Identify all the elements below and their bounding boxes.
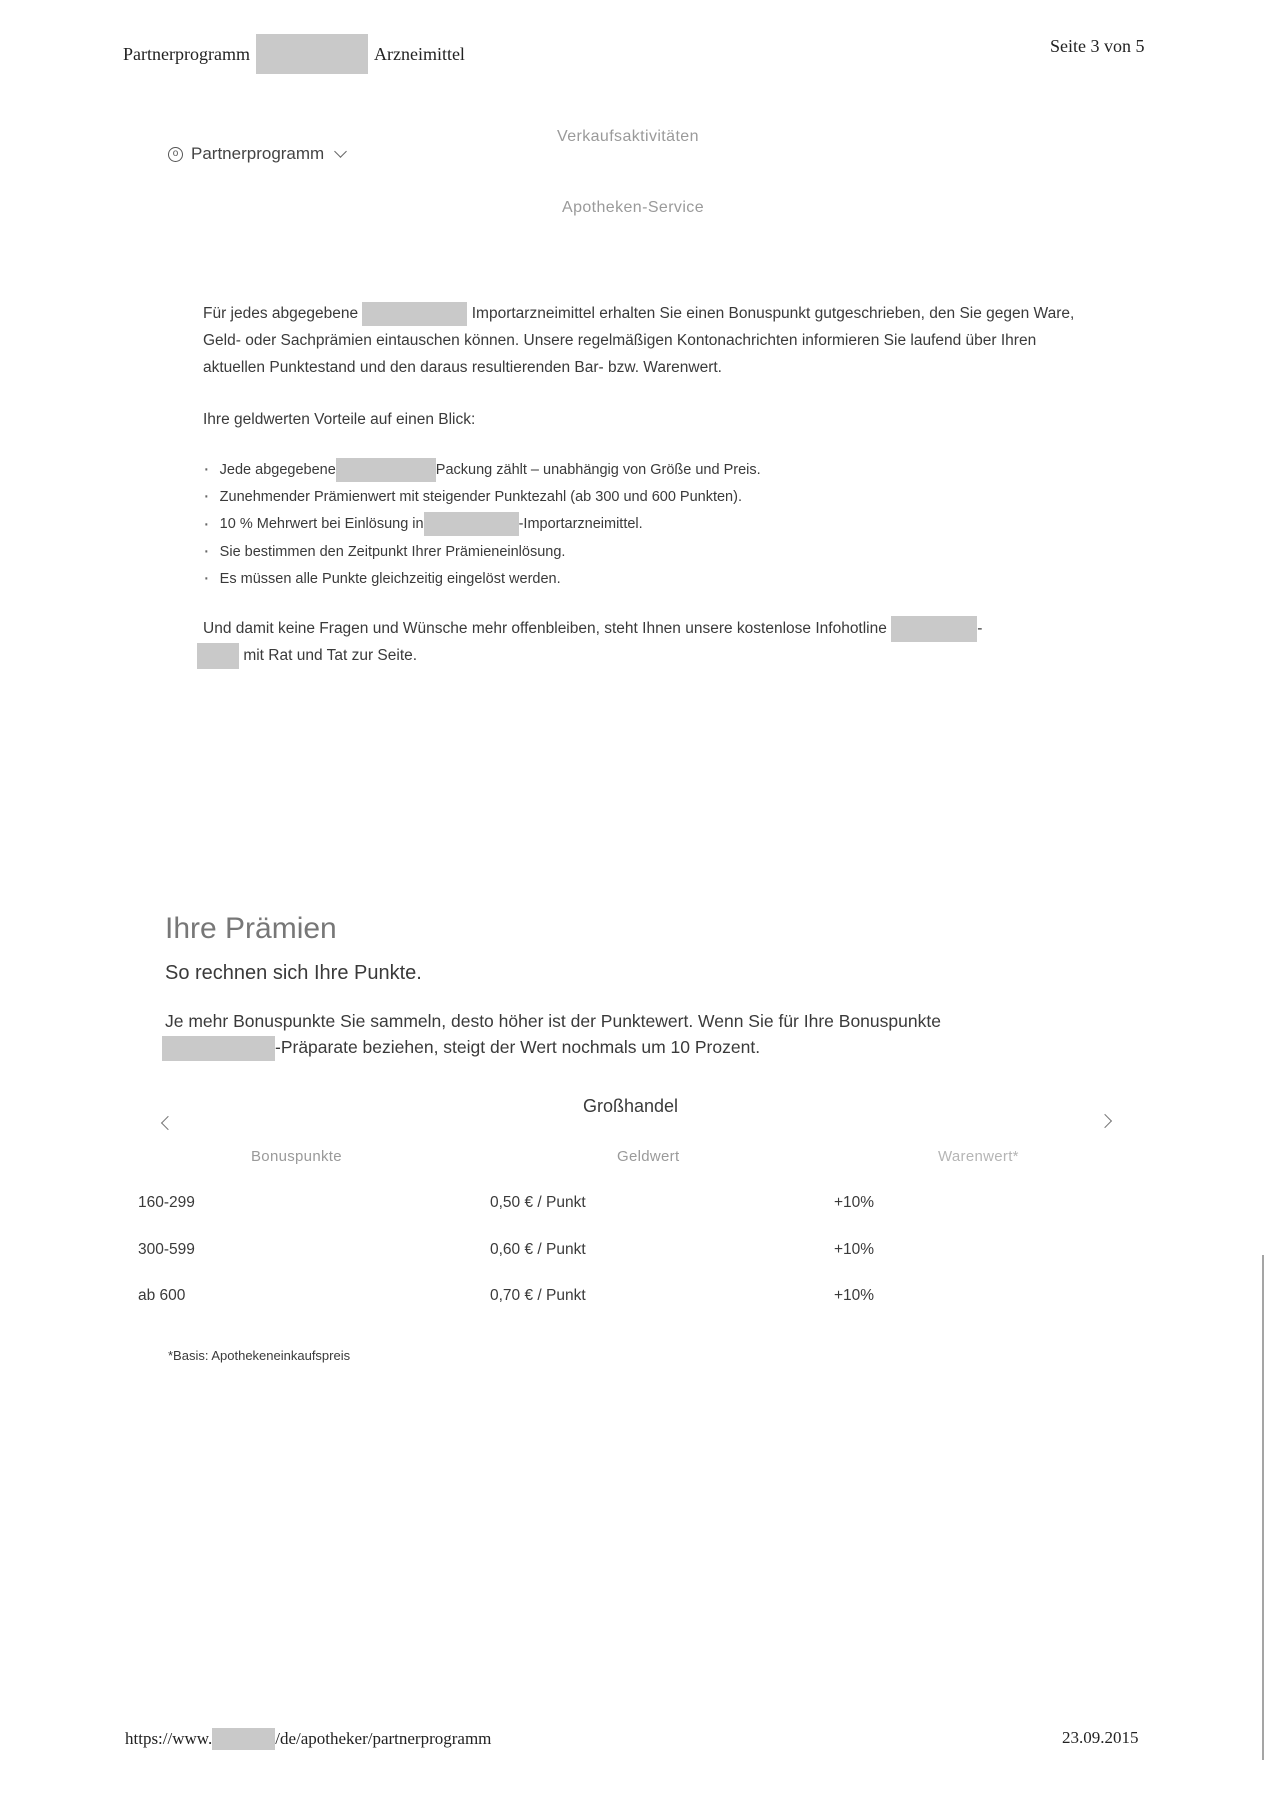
redacted-domain-block bbox=[212, 1728, 275, 1750]
redacted-brand-block bbox=[362, 302, 467, 326]
advantages-heading: Ihre geldwerten Vorteile auf einen Blick: bbox=[203, 411, 476, 428]
praemien-text-rest: -Präparate beziehen, steigt der Wert nochmals um 10 Prozent. bbox=[275, 1037, 761, 1057]
table-cell-geldwert: 0,50 € / Punkt bbox=[490, 1194, 586, 1211]
closing-paragraph bbox=[203, 615, 1083, 669]
list-item bbox=[203, 483, 761, 510]
chevron-down-icon bbox=[334, 145, 347, 158]
advantages-list bbox=[203, 456, 761, 592]
scan-edge-line bbox=[1262, 1255, 1264, 1760]
list-item bbox=[203, 456, 761, 483]
list-item-text: · Es müssen alle Punkte gleichzeitig eingelöst werden. bbox=[219, 570, 561, 587]
table-cell-geldwert: 0,70 € / Punkt bbox=[490, 1287, 586, 1304]
redacted-brand-block bbox=[162, 1036, 275, 1061]
list-item-text: · Sie bestimmen den Zeitpunkt Ihrer Prämieneinlösung. bbox=[219, 543, 566, 560]
intro-text-start: Für jedes abgegebene bbox=[203, 305, 359, 322]
table-cell-warenwert: +10% bbox=[834, 1241, 875, 1258]
chevron-left-icon[interactable] bbox=[161, 1116, 175, 1130]
table-row bbox=[0, 1194, 1284, 1224]
table-cell-bonuspunkte: ab 600 bbox=[138, 1287, 186, 1304]
list-item-text: · Jede abgegebene bbox=[219, 461, 336, 478]
list-item-text: · Zunehmender Prämienwert mit steigender Punktezahl (ab 300 und 600 Punkten). bbox=[219, 488, 742, 505]
list-item-text: Packung zählt – unabhängig von Größe und Preis. bbox=[435, 461, 761, 478]
tab-grosshandel[interactable]: Großhandel bbox=[583, 1096, 679, 1116]
header-title-left: Partnerprogramm bbox=[123, 43, 250, 64]
print-header-title bbox=[123, 34, 465, 74]
nav-link-apotheken-service[interactable]: Apotheken-Service bbox=[562, 199, 704, 216]
table-row bbox=[0, 1241, 1284, 1271]
praemien-subtitle: So rechnen sich Ihre Punkte. bbox=[165, 962, 422, 984]
redacted-brand-block bbox=[256, 34, 368, 74]
redacted-phone-block bbox=[891, 616, 977, 642]
list-item-text: · 10 % Mehrwert bei Einlösung in bbox=[219, 516, 424, 533]
partnerprogramm-menu[interactable] bbox=[168, 144, 345, 164]
praemien-title: Ihre Prämien bbox=[165, 912, 337, 945]
intro-paragraph bbox=[203, 300, 1083, 381]
table-cell-warenwert: +10% bbox=[834, 1287, 875, 1304]
table-cell-warenwert: +10% bbox=[834, 1194, 875, 1211]
list-item bbox=[203, 511, 761, 538]
nav-link-verkaufsaktivitaeten[interactable]: Verkaufsaktivitäten bbox=[557, 128, 699, 145]
redacted-phone-block bbox=[197, 643, 239, 669]
print-footer-url bbox=[125, 1728, 491, 1750]
intro-text-rest: Importarzneimittel erhalten Sie einen Bonuspunkt gutgeschrieben, den Sie gegen Ware, Geld- oder Sachprämien eintauschen können. Unsere regelmäßigen Kontonachrichten informieren Sie laufend über Ihren aktuellen Punktestand und den daraus resultierenden Bar- bzw. Warenwert. bbox=[203, 305, 1075, 376]
table-cell-bonuspunkte: 300-599 bbox=[138, 1241, 195, 1258]
redacted-brand-block bbox=[336, 458, 436, 482]
circle-logo-icon: o bbox=[168, 147, 183, 162]
closing-dash: - bbox=[977, 620, 983, 637]
praemien-paragraph bbox=[165, 1008, 1065, 1061]
list-item bbox=[203, 565, 761, 592]
table-row bbox=[0, 1287, 1284, 1317]
column-header-warenwert: Warenwert* bbox=[938, 1148, 1019, 1165]
print-date: 23.09.2015 bbox=[1062, 1728, 1139, 1747]
header-title-right: Arzneimittel bbox=[373, 43, 465, 64]
closing-text: Und damit keine Fragen und Wünsche mehr offenbleiben, steht Ihnen unsere kostenlose Infohotline bbox=[203, 620, 887, 637]
partnerprogramm-menu-label: Partnerprogramm bbox=[191, 144, 325, 163]
url-prefix: https://www. bbox=[125, 1729, 213, 1748]
redacted-brand-block bbox=[424, 512, 519, 536]
column-header-bonuspunkte: Bonuspunkte bbox=[251, 1148, 342, 1165]
url-suffix: /de/apotheker/partnerprogramm bbox=[275, 1729, 492, 1748]
page-number: Seite 3 von 5 bbox=[1050, 36, 1145, 56]
column-header-geldwert: Geldwert bbox=[617, 1148, 680, 1165]
chevron-right-icon[interactable] bbox=[1098, 1114, 1112, 1128]
closing-text-end: mit Rat und Tat zur Seite. bbox=[243, 647, 418, 664]
praemien-text-start: Je mehr Bonuspunkte Sie sammeln, desto höher ist der Punktewert. Wenn Sie für Ihre Bonuspunkte bbox=[165, 1011, 941, 1031]
table-cell-bonuspunkte: 160-299 bbox=[138, 1194, 195, 1211]
table-cell-geldwert: 0,60 € / Punkt bbox=[490, 1241, 586, 1258]
list-item bbox=[203, 538, 761, 565]
list-item-text: -Importarzneimittel. bbox=[518, 516, 643, 533]
table-footnote: *Basis: Apothekeneinkaufspreis bbox=[168, 1348, 351, 1363]
